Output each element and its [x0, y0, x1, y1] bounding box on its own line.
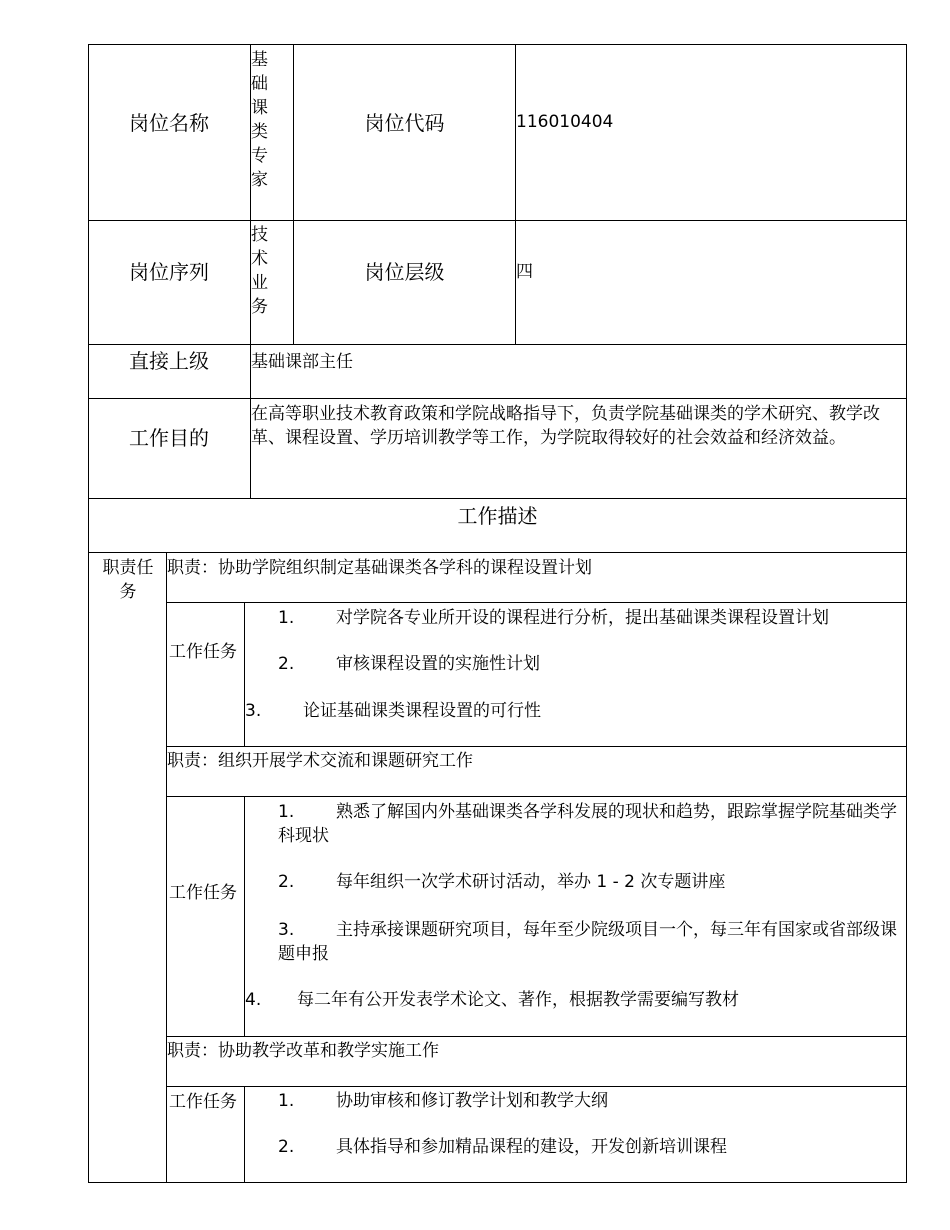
task-number: 3. [245, 701, 262, 721]
duty-title: 职责：协助学院组织制定基础课类各学科的课程设置计划 [167, 558, 592, 578]
task-item [278, 606, 829, 630]
grid-line [88, 44, 907, 45]
description-title: 工作描述 [457, 504, 538, 528]
grid-line [88, 398, 907, 399]
duty-title: 职责：协助教学改革和教学实施工作 [167, 1041, 439, 1061]
post-name-value: 基础课类专家 [251, 50, 268, 190]
grid-line [244, 1086, 245, 1182]
post-code-value: 116010404 [516, 112, 614, 132]
task-text: 主持承接课题研究项目，每年至少院级项目一个，每三年有国家或省部级课题申报 [278, 920, 897, 964]
task-text: 论证基础课类课程设置的可行性 [303, 701, 541, 721]
grid-line [166, 1036, 907, 1037]
task-text: 每二年有公开发表学术论文、著作，根据教学需要编写教材 [297, 990, 739, 1010]
task-item [245, 699, 541, 723]
task-item [278, 1089, 608, 1113]
grid-line [88, 498, 907, 499]
purpose-value: 在高等职业技术教育政策和学院战略指导下，负责学院基础课类的学术研究、教学改革、课程设置、学历培训教学等工作，为学院取得较好的社会效益和经济效益。 [251, 404, 880, 448]
task-label: 工作任务 [169, 883, 237, 903]
task-text: 审核课程设置的实施性计划 [336, 654, 540, 674]
task-number: 1. [278, 1091, 295, 1111]
grid-line [244, 602, 245, 746]
grid-line [88, 344, 907, 345]
grid-line [88, 1182, 907, 1183]
duty-label: 职责任务 [102, 558, 154, 602]
grid-line [88, 552, 907, 553]
superior-label: 直接上级 [129, 349, 209, 373]
grid-line [906, 44, 907, 1183]
post-series-label: 岗位序列 [129, 260, 209, 284]
task-number: 2. [278, 1137, 295, 1157]
task-text: 对学院各专业所开设的课程进行分析，提出基础课类课程设置计划 [336, 608, 829, 628]
task-label: 工作任务 [169, 642, 237, 662]
post-level-value: 四 [516, 262, 533, 282]
task-number: 3. [278, 920, 295, 940]
task-text: 熟悉了解国内外基础课类各学科发展的现状和趋势，跟踪掌握学院基础类学科现状 [278, 802, 897, 846]
grid-line [515, 44, 516, 344]
task-number: 1. [278, 802, 295, 822]
task-item [278, 800, 898, 848]
grid-line [166, 552, 167, 1182]
superior-value: 基础课部主任 [251, 352, 353, 372]
task-text: 具体指导和参加精品课程的建设，开发创新培训课程 [336, 1137, 727, 1157]
task-text: 协助审核和修订教学计划和教学大纲 [336, 1091, 608, 1111]
grid-line [166, 1086, 907, 1087]
grid-line [293, 44, 294, 344]
duty-title: 职责：组织开展学术交流和课题研究工作 [167, 751, 473, 771]
grid-line [166, 602, 907, 603]
task-number: 2. [278, 654, 295, 674]
post-level-label: 岗位层级 [364, 260, 445, 284]
task-number: 4. [245, 990, 262, 1010]
task-item [278, 870, 725, 894]
purpose-label: 工作目的 [129, 426, 209, 450]
task-item [278, 1135, 727, 1159]
task-item [278, 918, 898, 966]
task-item [278, 652, 540, 676]
post-series-value: 技术业务 [251, 225, 268, 317]
post-name-label: 岗位名称 [129, 111, 209, 135]
grid-line [166, 746, 907, 747]
grid-line [88, 44, 89, 1183]
grid-line [166, 796, 907, 797]
grid-line [88, 220, 907, 221]
post-code-label: 岗位代码 [364, 111, 445, 135]
task-number: 2. [278, 872, 295, 892]
task-label: 工作任务 [169, 1092, 237, 1112]
task-number: 1. [278, 608, 295, 628]
task-item [245, 988, 739, 1012]
task-text: 每年组织一次学术研讨活动，举办 1 - 2 次专题讲座 [336, 872, 726, 892]
